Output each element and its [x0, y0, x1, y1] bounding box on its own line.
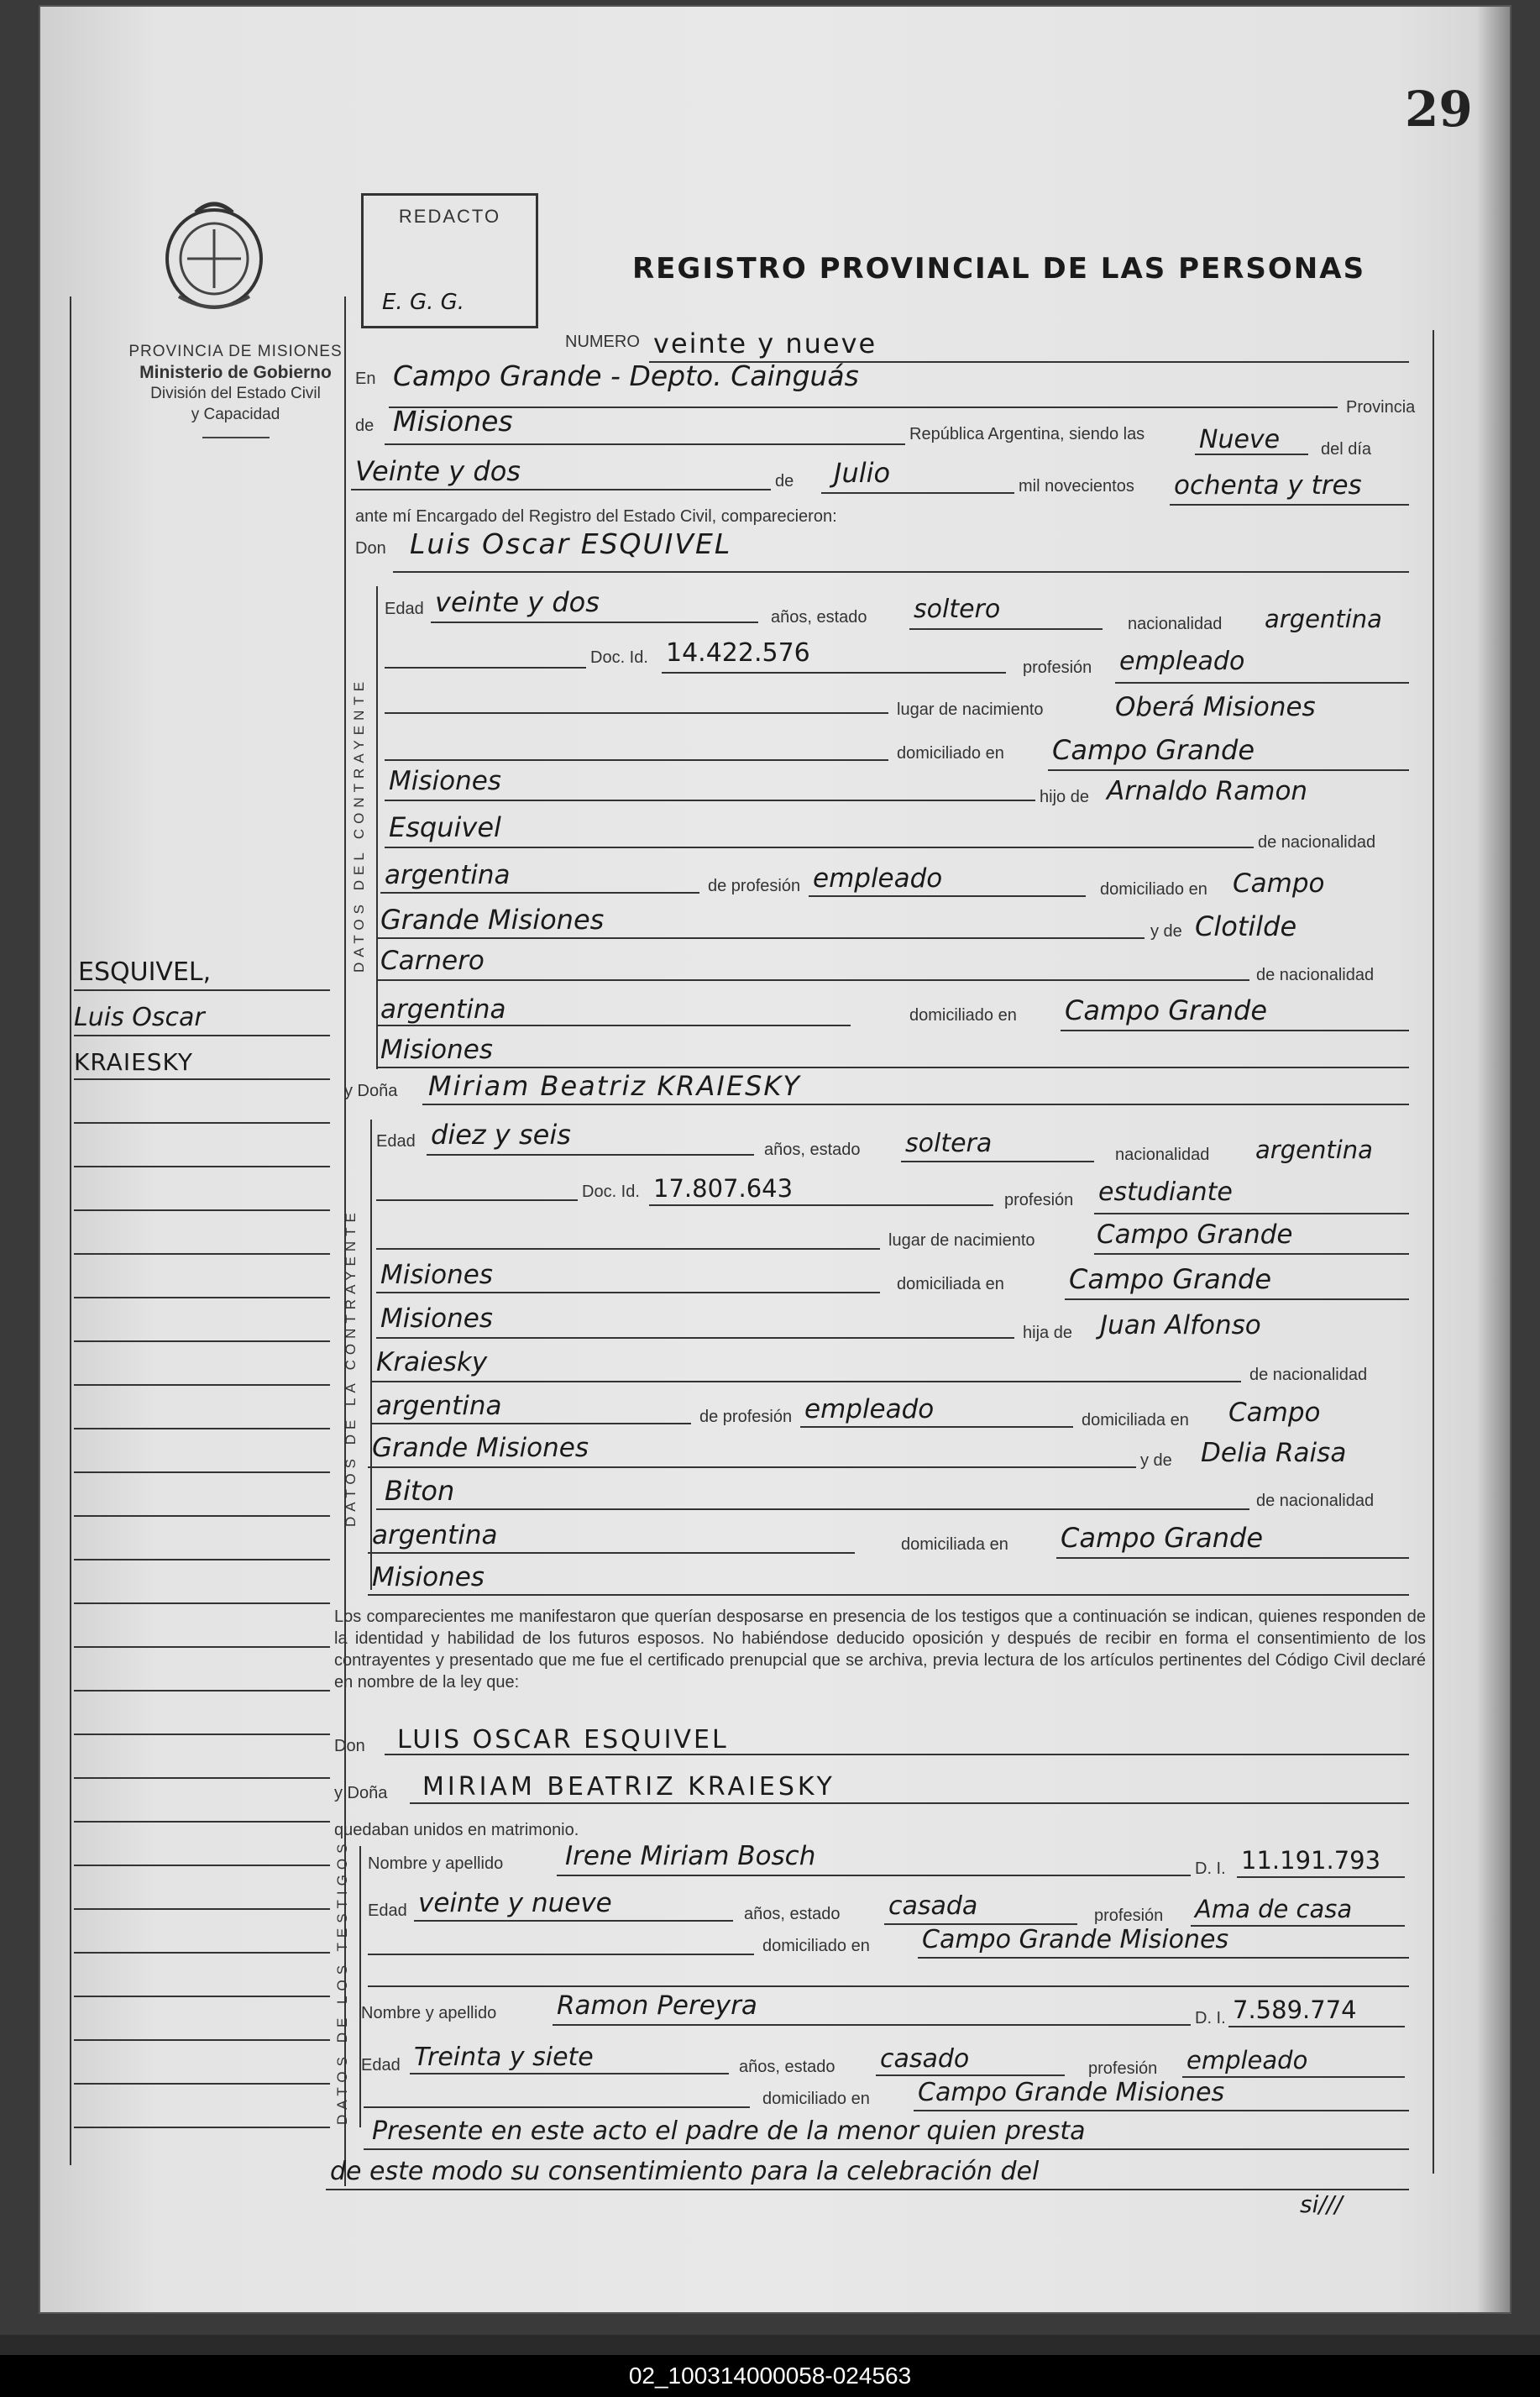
- bride-mother-dom-line: [1056, 1557, 1409, 1559]
- agency-capacity: y Capacidad: [191, 406, 280, 423]
- decl-don-label: Don: [334, 1737, 365, 1755]
- bride-doc-line: [649, 1204, 993, 1206]
- bride-estado-line: [901, 1161, 1094, 1162]
- provincia-label: Provincia: [1346, 398, 1416, 417]
- groom-dom-line: [1048, 769, 1409, 771]
- witness-section-label: DATOS DE LOS TESTIGOS: [334, 1838, 350, 2125]
- bride-name: Miriam Beatriz KRAIESKY: [428, 1070, 801, 1102]
- w2-name: Ramon Pereyra: [557, 1991, 757, 2021]
- w2-di: 7.589.774: [1233, 1996, 1357, 2024]
- month-value: Julio: [834, 457, 891, 489]
- bride-de-nac-label: de nacionalidad: [1249, 1366, 1368, 1384]
- groom-doc: 14.422.576: [666, 638, 810, 668]
- place-value: Campo Grande - Depto. Cainguás: [393, 359, 859, 392]
- bride-age-line: [427, 1154, 754, 1156]
- w2-name-line: [553, 2024, 1191, 2026]
- agency-divider: [202, 437, 270, 438]
- groom-father-prof-line: [809, 895, 1086, 897]
- numero-label: NUMERO: [565, 333, 640, 351]
- stamp-initials: E. G. G.: [382, 290, 465, 315]
- month-line: [821, 492, 1014, 494]
- margin-line: [74, 1253, 330, 1255]
- w1-prof-label: profesión: [1094, 1907, 1164, 1925]
- groom-lugar-lead: [385, 712, 888, 714]
- groom-estado-line: [909, 628, 1103, 630]
- province-line: [385, 443, 905, 445]
- bride-father-dom: Campo: [1228, 1398, 1321, 1428]
- margin-line: [74, 1428, 330, 1429]
- groom-age-line: [431, 622, 758, 623]
- margin-line: [74, 989, 330, 991]
- groom-edad-label: Edad: [385, 600, 424, 618]
- groom-don-label: Don: [355, 539, 386, 558]
- bride-section-rule: [370, 1120, 372, 1590]
- bride-father: Juan Alfonso: [1100, 1310, 1261, 1340]
- w2-dom-lead: [364, 2106, 750, 2108]
- bride-doc: 17.807.643: [653, 1174, 794, 1203]
- bride-y-de-label: y de: [1140, 1451, 1172, 1470]
- w2-age-line: [410, 2073, 729, 2074]
- right-rule: [1433, 330, 1434, 2174]
- w1-age: veinte y nueve: [418, 1888, 612, 1918]
- groom-name-line: [393, 571, 1409, 573]
- bride-lugar: Campo Grande: [1097, 1219, 1293, 1250]
- margin-left-rule: [70, 296, 71, 2165]
- hour-value: Nueve: [1199, 425, 1281, 454]
- note-line-2-rule: [326, 2189, 1409, 2190]
- note-line-1: Presente en este acto el padre de la menor quien presta: [372, 2116, 1086, 2146]
- numero-value: veinte y nueve: [653, 328, 877, 359]
- bride-mother-nac: argentina: [372, 1520, 498, 1550]
- en-label: En: [355, 370, 376, 388]
- bride-lugar2: Misiones: [380, 1260, 493, 1290]
- bride-father-prof: empleado: [804, 1394, 935, 1424]
- bride-father2-line: [372, 1381, 1241, 1382]
- groom-prof-label: profesión: [1023, 658, 1092, 677]
- binding-shadow: [1476, 7, 1510, 2312]
- scan-id: 02_100314000058-024563: [628, 2363, 912, 2389]
- bride-doc-label: Doc. Id.: [582, 1183, 640, 1201]
- groom-mother: Clotilde: [1195, 910, 1297, 942]
- bride-anos-label: años, estado: [764, 1141, 861, 1159]
- groom-anos-label: años, estado: [771, 608, 867, 627]
- w2-di-label: D. I.: [1195, 2009, 1226, 2027]
- groom-lugar-label: lugar de nacimiento: [897, 700, 1044, 719]
- bride-dom-label: domiciliada en: [897, 1275, 1004, 1293]
- bride-mother: Delia Raisa: [1201, 1438, 1347, 1468]
- bride-father-dom-label: domiciliada en: [1082, 1411, 1189, 1429]
- groom-mother-nac: argentina: [380, 994, 506, 1025]
- margin-line: [74, 1166, 330, 1167]
- groom-father-dom: Campo: [1233, 868, 1325, 899]
- groom-domicilio2: Misiones: [389, 766, 501, 796]
- bride-father-surname: Kraiesky: [376, 1347, 488, 1377]
- register-page: [40, 7, 1510, 2312]
- bride-edad-label: Edad: [376, 1132, 416, 1151]
- scan-footer: [0, 2355, 1540, 2397]
- margin-line: [74, 1122, 330, 1124]
- bride-prof-line: [1094, 1213, 1409, 1214]
- groom-mother-nac-line: [376, 1025, 851, 1026]
- groom-father-dom2-line: [376, 937, 1145, 939]
- margin-note-given: Luis Oscar: [74, 1003, 205, 1032]
- groom-father-nac: argentina: [385, 860, 511, 890]
- groom-mother2-line: [376, 979, 1249, 981]
- groom-dom-lead: [385, 759, 888, 761]
- groom-prof-line: [1115, 682, 1409, 684]
- de-label: de: [355, 417, 375, 435]
- del-dia-label: del día: [1321, 440, 1372, 459]
- w2-nombre-label: Nombre y apellido: [361, 2004, 497, 2022]
- bride-nac-label: nacionalidad: [1115, 1146, 1210, 1164]
- w1-age-line: [414, 1920, 733, 1922]
- bride-profesion: estudiante: [1098, 1178, 1233, 1207]
- agency-province: PROVINCIA DE MISIONES: [128, 343, 343, 360]
- republica-label: República Argentina, siendo las: [909, 425, 1145, 443]
- groom-nacionalidad: argentina: [1265, 605, 1382, 633]
- bride-mother2-line: [376, 1508, 1249, 1510]
- w1-dom-label: domiciliado en: [762, 1937, 870, 1955]
- groom-mother-dom2: Misiones: [380, 1035, 493, 1065]
- w1-di-line: [1237, 1876, 1405, 1878]
- groom-de-nac-label: de nacionalidad: [1258, 833, 1376, 852]
- bride-de-prof-label: de profesión: [699, 1408, 793, 1426]
- w1-dom-line: [918, 1957, 1409, 1959]
- stamp-title: REDACTO: [398, 206, 501, 227]
- witness-section-rule: [359, 1846, 361, 2127]
- redacto-stamp: [361, 193, 538, 328]
- place-line: [389, 406, 1338, 408]
- groom-mother-dom2-line: [376, 1067, 1409, 1068]
- bride-dom2-line: [376, 1337, 1014, 1339]
- year-value: ochenta y tres: [1174, 470, 1362, 501]
- groom-doc-label: Doc. Id.: [590, 648, 648, 667]
- groom-mother-surname: Carnero: [380, 946, 485, 976]
- year-line: [1170, 504, 1409, 506]
- margin-line: [74, 1297, 330, 1298]
- bride-age: diez y seis: [431, 1119, 571, 1151]
- provincial-seal-icon: [162, 196, 267, 313]
- decl-closing: quedaban unidos en matrimonio.: [334, 1821, 579, 1839]
- day-line: [351, 489, 771, 490]
- bride-prof-label: profesión: [1004, 1191, 1074, 1209]
- groom-name: Luis Oscar ESQUIVEL: [410, 527, 732, 560]
- w2-age: Treinta y siete: [414, 2043, 594, 2072]
- decl-groom: LUIS OSCAR ESQUIVEL: [397, 1725, 729, 1754]
- province-value: Misiones: [393, 405, 513, 438]
- groom-father-dom2: Grande Misiones: [380, 904, 605, 936]
- bride-father-nac-line: [372, 1423, 691, 1424]
- bride-lugar-line: [1094, 1253, 1409, 1255]
- bride-lugar-label: lugar de nacimiento: [888, 1231, 1035, 1250]
- agency-division: División del Estado Civil: [150, 385, 321, 402]
- bride-father-dom2-line: [368, 1466, 1136, 1468]
- w1-spacer-line: [368, 1985, 1409, 1987]
- bride-domicilio: Campo Grande: [1069, 1263, 1272, 1295]
- groom-mother-dom-line: [1061, 1030, 1409, 1031]
- margin-line: [74, 1078, 330, 1080]
- w2-dom-line: [914, 2110, 1409, 2111]
- bride-domicilio2: Misiones: [380, 1303, 493, 1334]
- page-title: REGISTRO PROVINCIAL DE LAS PERSONAS: [632, 252, 1366, 286]
- decl-groom-line: [385, 1754, 1409, 1755]
- bride-estado: soltera: [905, 1129, 993, 1158]
- margin-line: [74, 1559, 330, 1560]
- w2-domicilio: Campo Grande Misiones: [918, 2078, 1225, 2107]
- groom-father2-line: [385, 847, 1254, 848]
- page-number: 29: [1405, 81, 1473, 138]
- bride-nacionalidad: argentina: [1255, 1136, 1373, 1164]
- margin-line: [74, 1690, 330, 1692]
- groom-doc-lead: [385, 667, 586, 669]
- groom-father-nac-line: [380, 892, 699, 894]
- bride-hija-label: hija de: [1023, 1324, 1072, 1342]
- w2-estado-line: [876, 2074, 1065, 2076]
- declaration-text: Los comparecientes me manifestaron que querían desposarse en presencia de los testigos que a continuación se indican, quienes responden de la identidad y habilidad de los futuros esposos. No habiéndose deducido oposición y después de recibir en forma el consentimiento de los contrayentes y presentado que me fue el certificado prenupcial que se archiva, previa lectura de los artículos pertinentes del Código Civil declaré en nombre de la ley que:: [334, 1608, 1426, 1692]
- bride-mother-nac-line: [368, 1552, 855, 1554]
- margin-line: [74, 1777, 330, 1779]
- bride-mother-dom: Campo Grande: [1061, 1522, 1264, 1554]
- margin-line: [74, 1952, 330, 1954]
- day-value: Veinte y dos: [355, 455, 521, 487]
- bride-mother-surname: Biton: [385, 1475, 455, 1507]
- margin-line: [74, 1602, 330, 1604]
- w2-prof-label: profesión: [1088, 2059, 1158, 2078]
- groom-lugar: Oberá Misiones: [1115, 692, 1316, 722]
- margin-line: [74, 2127, 330, 2128]
- groom-father-prof: empleado: [813, 863, 943, 894]
- groom-section-label: DATOS DEL CONTRAYENTE: [351, 676, 367, 973]
- bride-mother-dom-label: domiciliada en: [901, 1535, 1008, 1554]
- groom-profesion: empleado: [1119, 647, 1245, 676]
- groom-mother-dom-label: domiciliado en: [909, 1006, 1017, 1025]
- bride-lugar2-line: [376, 1292, 880, 1293]
- groom-dom-label: domiciliado en: [897, 744, 1004, 763]
- w2-dom-label: domiciliado en: [762, 2090, 870, 2108]
- groom-father-surname: Esquivel: [389, 811, 501, 843]
- w1-nombre-label: Nombre y apellido: [368, 1854, 504, 1873]
- margin-line: [74, 1515, 330, 1517]
- w2-anos-label: años, estado: [739, 2058, 835, 2076]
- bride-mother-dom2-line: [368, 1594, 1409, 1596]
- margin-line: [74, 1340, 330, 1342]
- agency-ministry: Ministerio de Gobierno: [139, 363, 332, 382]
- margin-line: [74, 1646, 330, 1648]
- hour-line: [1195, 454, 1308, 455]
- w1-dom-lead: [368, 1954, 754, 1955]
- groom-age: veinte y dos: [435, 586, 600, 618]
- bride-father-nac: argentina: [376, 1391, 502, 1421]
- groom-father: Arnaldo Ramon: [1107, 776, 1308, 806]
- w1-name-line: [557, 1875, 1191, 1876]
- bride-mother-dom2: Misiones: [372, 1562, 485, 1592]
- margin-line: [74, 1908, 330, 1910]
- margin-line: [74, 1035, 330, 1036]
- w1-profesion: Ama de casa: [1195, 1895, 1353, 1923]
- decl-dona-label: y Doña: [334, 1784, 388, 1802]
- groom-father-dom-label: domiciliado en: [1100, 880, 1207, 899]
- w1-edad-label: Edad: [368, 1901, 407, 1920]
- margin-line: [74, 1821, 330, 1823]
- margin-line: [74, 1733, 330, 1735]
- agency-block: [86, 341, 385, 438]
- groom-dom2-line: [385, 800, 1035, 801]
- note-continues: si///: [1300, 2190, 1343, 2218]
- ante-label: ante mí Encargado del Registro del Estado Civil, comparecieron:: [355, 507, 837, 526]
- bride-father-dom2: Grande Misiones: [372, 1433, 589, 1463]
- groom-mother-dom: Campo Grande: [1065, 994, 1268, 1026]
- margin-note-surname: ESQUIVEL,: [78, 957, 212, 987]
- bride-name-line: [422, 1104, 1409, 1105]
- w1-estado: casada: [888, 1891, 978, 1921]
- groom-y-de-label: y de: [1150, 922, 1182, 941]
- w1-anos-label: años, estado: [744, 1905, 841, 1923]
- note-line-1-rule: [364, 2148, 1409, 2150]
- w2-edad-label: Edad: [361, 2056, 401, 2074]
- margin-line: [74, 1384, 330, 1386]
- w2-estado: casado: [880, 2044, 970, 2074]
- bride-dom-line: [1065, 1298, 1409, 1300]
- margin-line: [74, 1996, 330, 1997]
- groom-nac-label: nacionalidad: [1128, 615, 1223, 633]
- decl-bride-line: [410, 1802, 1409, 1804]
- bride-doc-lead: [376, 1199, 578, 1201]
- groom-de-prof-label: de profesión: [708, 877, 801, 895]
- w2-profesion: empleado: [1186, 2046, 1308, 2074]
- w1-name: Irene Miriam Bosch: [565, 1841, 816, 1871]
- bride-father-prof-line: [800, 1426, 1073, 1428]
- margin-line: [74, 1865, 330, 1866]
- month-de-label: de: [775, 472, 794, 490]
- bride-section-label: DATOS DE LA CONTRAYENTE: [343, 1208, 359, 1527]
- groom-estado: soltero: [914, 595, 1001, 624]
- w1-domicilio: Campo Grande Misiones: [922, 1925, 1229, 1954]
- groom-hijo-label: hijo de: [1040, 788, 1089, 806]
- margin-line: [74, 2083, 330, 2085]
- bride-mother-nac-label: de nacionalidad: [1256, 1492, 1375, 1510]
- bride-lugar-lead: [376, 1248, 880, 1250]
- margin-note-bride: KRAIESKY: [74, 1048, 194, 1076]
- year-label: mil novecientos: [1019, 477, 1134, 496]
- note-line-2: de este modo su consentimiento para la celebración del: [330, 2157, 1040, 2186]
- w1-di-label: D. I.: [1195, 1859, 1226, 1878]
- groom-domicilio: Campo Grande: [1052, 734, 1255, 766]
- w1-di: 11.191.793: [1241, 1846, 1381, 1875]
- groom-doc-line: [662, 672, 1006, 674]
- w2-di-line: [1228, 2026, 1405, 2027]
- margin-line: [74, 1471, 330, 1473]
- bride-dona-label: y Doña: [344, 1082, 398, 1100]
- margin-line: [74, 1209, 330, 1211]
- decl-bride: MIRIAM BEATRIZ KRAIESKY: [422, 1772, 835, 1802]
- groom-mother-nac-label: de nacionalidad: [1256, 966, 1375, 984]
- groom-section-rule: [376, 586, 378, 1069]
- margin-line: [74, 2039, 330, 2041]
